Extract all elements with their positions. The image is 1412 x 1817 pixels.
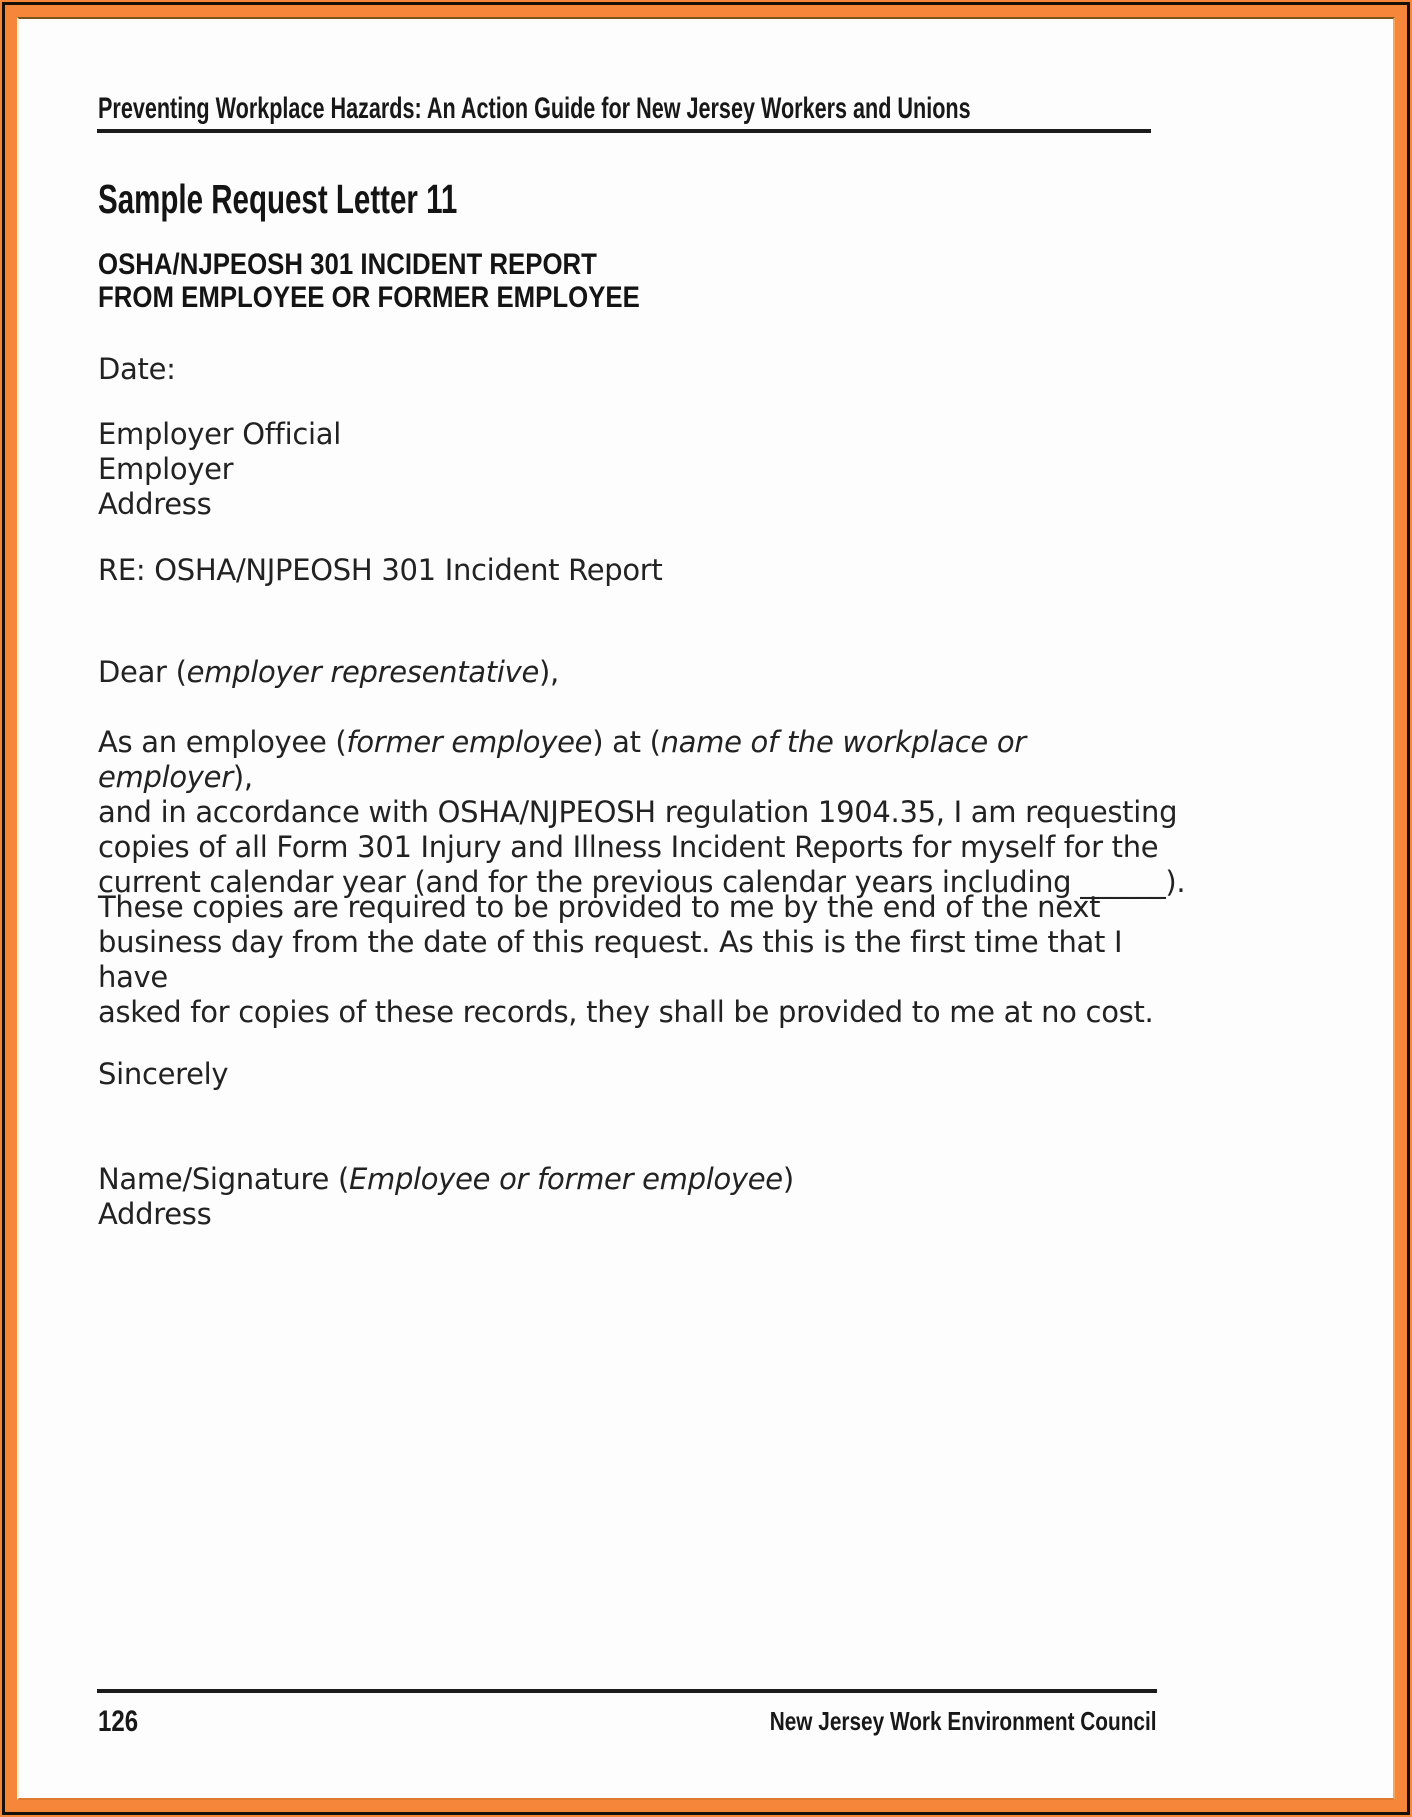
re-line: RE: OSHA/NJPEOSH 301 Incident Report <box>98 553 663 587</box>
recipient-line: Employer <box>98 452 234 486</box>
body-paragraph-2: These copies are required to be provided to me by the end of the next business day from the date of this request. As this is the first time that I have asked for copies of these records, they shall be provided to me at no cost. <box>98 890 1154 1029</box>
footer-organization: New Jersey Work Environment Council <box>770 1706 1157 1736</box>
signature-address: Address <box>98 1197 212 1231</box>
recipient-line: Address <box>98 487 212 521</box>
header-rule <box>97 129 1151 133</box>
letter-subject <box>98 248 728 314</box>
letter-title <box>98 175 597 223</box>
date-line: Date: <box>98 352 176 386</box>
book-header-text: Preventing Workplace Hazards: An Action Guide for New Jersey Workers and Unions <box>98 92 971 125</box>
recipient-line: Employer Official <box>98 417 341 451</box>
body-paragraph-1: As an employee (former employee) at (name of the workplace or employer), and in accordance with OSHA/NJPEOSH regulation 1904.35, I am requesting copies of all Form 301 Injury and Illness Incident Reports for myself for the current calendar year (and for the previous calendar years including ______). <box>98 725 1186 899</box>
recipient-block <box>98 417 341 522</box>
signature-line: Name/Signature (Employee or former employee) <box>98 1162 794 1196</box>
salutation: Dear (employer representative), <box>98 655 559 689</box>
footer-rule <box>97 1689 1157 1693</box>
page-sheet <box>17 17 1395 1800</box>
footer <box>98 1700 1157 1738</box>
signature-block <box>98 1162 794 1232</box>
book-header <box>98 92 1198 126</box>
subject-line-2: FROM EMPLOYEE OR FORMER EMPLOYEE <box>98 281 640 314</box>
page-number: 126 <box>98 1705 139 1738</box>
letter-title-text: Sample Request Letter 11 <box>98 176 458 222</box>
closing: Sincerely <box>98 1057 229 1091</box>
subject-line-1: OSHA/NJPEOSH 301 INCIDENT REPORT <box>98 248 597 281</box>
